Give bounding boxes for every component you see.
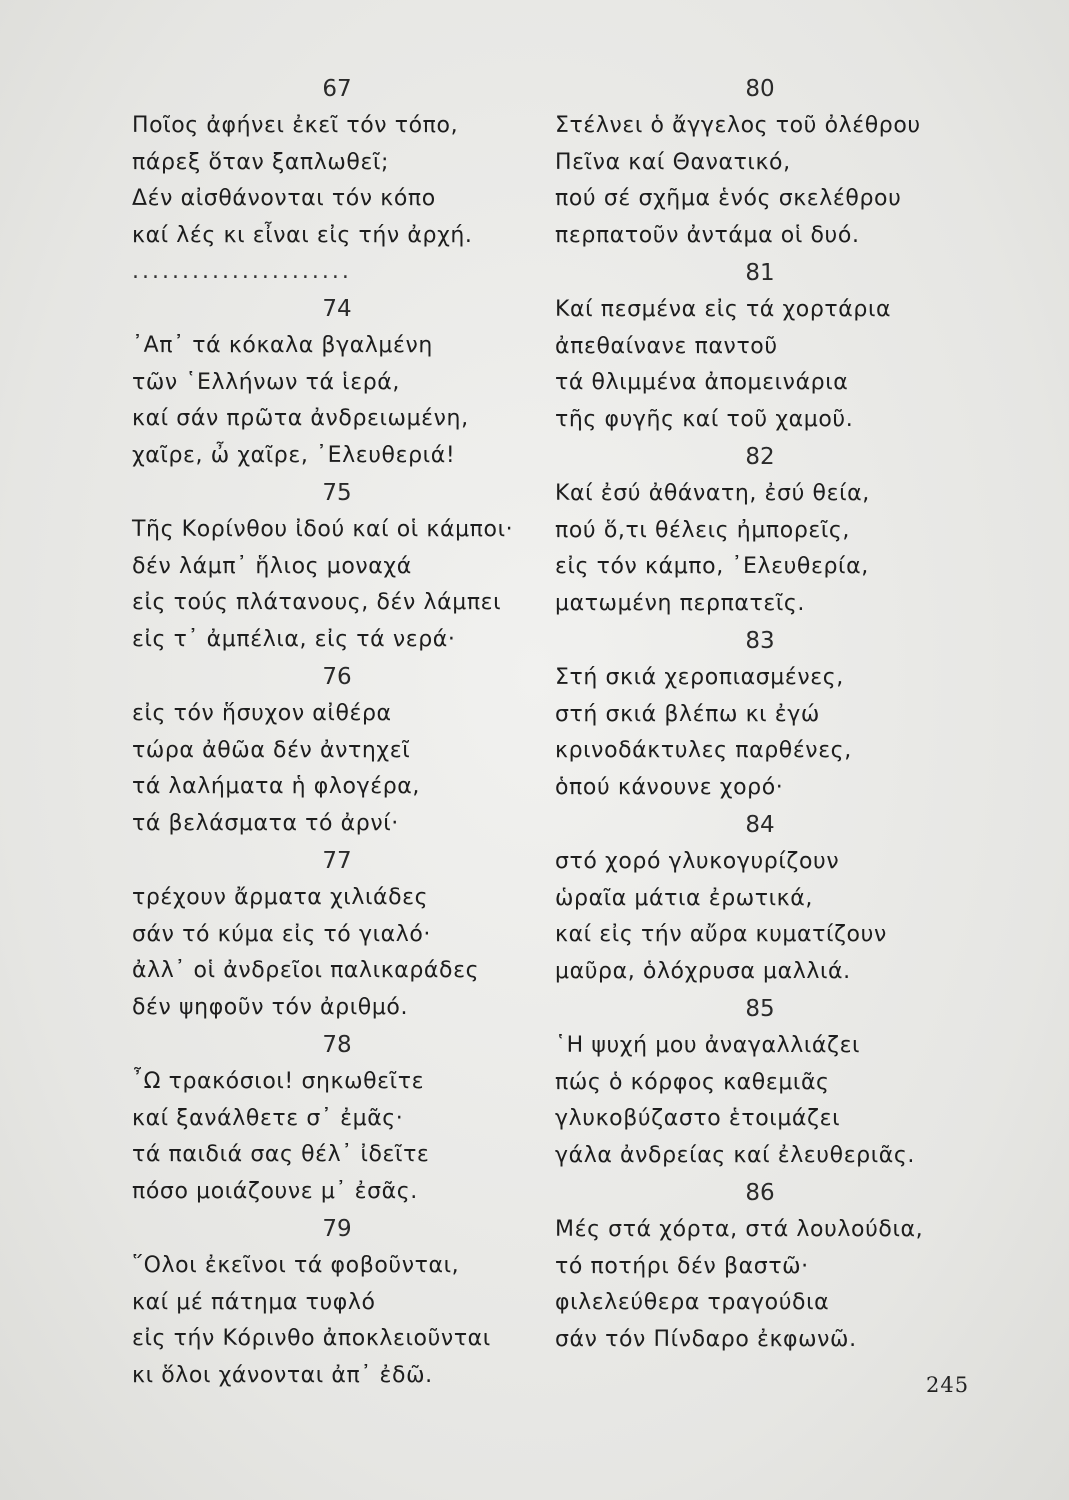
left-column <box>132 70 542 1394</box>
verse-line: δέν ψηφοῦν τόν ἀριθμό. <box>132 994 409 1020</box>
verse-line: σάν τό κύμα εἰς τό γιαλό· <box>132 921 431 947</box>
verse-line: πού σέ σχῆμα ἑνός σκελέθρου <box>555 186 902 211</box>
verse-line: εἰς τόν κάμπο, ᾿Ελευθερία, <box>555 554 869 579</box>
omission-dots: ...................... <box>132 259 352 284</box>
verse-line: εἰς τήν Κόρινθο ἀποκλειοῦνται <box>132 1326 491 1351</box>
verse-line: περπατοῦν ἀντάμα οἱ δυό. <box>555 222 860 248</box>
stanza-number: 84 <box>745 812 775 838</box>
verse-line: τά λαλήματα ἡ φλογέρα, <box>132 774 420 799</box>
verse-line: ἀπεθαίνανε παντοῦ <box>555 333 778 359</box>
verse-line: καί μέ πάτημα τυφλό <box>132 1289 376 1315</box>
verse-line: κι ὅλοι χάνονται ἀπ᾿ ἐδῶ. <box>132 1362 433 1388</box>
stanza-number: 77 <box>322 848 352 874</box>
verse-line: Τῆς Κορίνθου ἰδού καί οἱ κάμποι· <box>132 517 514 542</box>
verse-line: Ποῖος ἀφήνει ἐκεῖ τόν τόπο, <box>132 113 459 138</box>
verse-line: τῶν ῾Ελλήνων τά ἱερά, <box>132 369 400 395</box>
stanza-number: 80 <box>745 76 775 102</box>
verse-line: τά παιδιά σας θέλ᾿ ἰδεῖτε <box>132 1142 430 1167</box>
verse-line: τά θλιμμένα ἀπομεινάρια <box>555 370 849 395</box>
verse-line: ματωμένη περπατεῖς. <box>555 590 806 616</box>
stanza-74 <box>132 290 542 474</box>
stanza-79 <box>132 1210 542 1394</box>
verse-line: ῾Η ψυχή μου ἀναγαλλιάζει <box>555 1033 861 1058</box>
verse-line: Στέλνει ὁ ἄγγελος τοῦ ὀλέθρου <box>555 113 921 138</box>
verse-line: εἰς τόν ἥσυχον αἰθέρα <box>132 701 392 726</box>
stanza-75 <box>132 474 542 658</box>
stanza-78 <box>132 1026 542 1210</box>
verse-line: πού ὅ,τι θέλεις ἠμπορεῖς, <box>555 517 851 543</box>
stanza-number: 81 <box>745 260 775 286</box>
verse-line: τά βελάσματα τό ἀρνί· <box>132 810 399 836</box>
verse-line: εἰς τ᾿ ἀμπέλια, εἰς τά νερά· <box>132 626 456 652</box>
verse-line: Καί ἐσύ ἀθάνατη, ἐσύ θεία, <box>555 481 870 506</box>
stanza-82 <box>555 438 975 622</box>
stanza-number: 78 <box>322 1032 352 1058</box>
stanza-number: 76 <box>322 664 352 690</box>
verse-line: εἰς τούς πλάτανους, δέν λάμπει <box>132 590 502 615</box>
verse-line: Καί πεσμένα εἰς τά χορτάρια <box>555 297 892 322</box>
stanza-number: 75 <box>322 480 352 506</box>
stanza-86 <box>555 1174 975 1358</box>
stanza-67 <box>132 70 542 254</box>
verse-line: γάλα ἀνδρείας καί ἐλευθεριᾶς. <box>555 1142 916 1168</box>
verse-line: Πεῖνα καί Θανατικό, <box>555 149 791 175</box>
verse-line: ᾿Απ᾿ τά κόκαλα βγαλμένη <box>132 333 433 358</box>
verse-line: στό χορό γλυκογυρίζουν <box>555 849 840 874</box>
verse-line: γλυκοβύζαστο ἑτοιμάζει <box>555 1106 841 1131</box>
verse-line: καί εἰς τήν αὔρα κυματίζουν <box>555 922 887 947</box>
stanza-number: 82 <box>745 444 775 470</box>
verse-line: τῆς φυγῆς καί τοῦ χαμοῦ. <box>555 406 854 432</box>
verse-line: Στή σκιά χεροπιασμένες, <box>555 665 844 690</box>
verse-line: πόσο μοιάζουνε μ᾿ ἐσᾶς. <box>132 1178 418 1204</box>
verse-line: πώς ὁ κόρφος καθεμιᾶς <box>555 1069 830 1095</box>
verse-line: ἀλλ᾿ οἱ ἀνδρεῖοι παλικαράδες <box>132 958 480 983</box>
stanza-81 <box>555 254 975 438</box>
stanza-number: 74 <box>322 296 352 322</box>
stanza-77 <box>132 842 542 1026</box>
verse-line: τό ποτήρι δέν βαστῶ· <box>555 1253 809 1279</box>
stanza-83 <box>555 622 975 806</box>
stanza-76 <box>132 658 542 842</box>
verse-line: στή σκιά βλέπω κι ἐγώ <box>555 701 820 727</box>
verse-line: ὁπού κάνουνε χορό· <box>555 774 784 800</box>
verse-line: μαῦρα, ὁλόχρυσα μαλλιά. <box>555 958 851 984</box>
verse-line: Μές στά χόρτα, στά λουλούδια, <box>555 1217 924 1242</box>
verse-line: πάρεξ ὅταν ξαπλωθεῖ; <box>132 149 390 175</box>
verse-line: χαῖρε, ὦ χαῖρε, ᾿Ελευθεριά! <box>132 442 456 468</box>
stanza-number: 67 <box>322 76 352 102</box>
right-column <box>555 70 975 1358</box>
stanza-84 <box>555 806 975 990</box>
verse-line: Δέν αἰσθάνονται τόν κόπο <box>132 186 436 211</box>
verse-line: τρέχουν ἄρματα χιλιάδες <box>132 885 429 910</box>
verse-line: καί ξανάλθετε σ᾿ ἐμᾶς· <box>132 1105 404 1131</box>
verse-line: καί λές κι εἶναι εἰς τήν ἀρχή. <box>132 222 473 248</box>
verse-line: ὡραῖα μάτια ἐρωτικά, <box>555 885 813 911</box>
verse-line: ῏Ω τρακόσιοι! σηκωθεῖτε <box>132 1069 425 1094</box>
stanza-number: 85 <box>745 996 775 1022</box>
stanza-number: 83 <box>745 628 775 654</box>
verse-line: κρινοδάκτυλες παρθένες, <box>555 738 852 763</box>
verse-line: τώρα ἀθῶα δέν ἀντηχεῖ <box>132 737 411 763</box>
verse-line: φιλελεύθερα τραγούδια <box>555 1290 830 1315</box>
page-number: 245 <box>926 1373 970 1397</box>
verse-line: δέν λάμπ᾿ ἥλιος μοναχά <box>132 553 412 579</box>
stanza-number: 86 <box>745 1180 775 1206</box>
stanza-85 <box>555 990 975 1174</box>
stanza-number: 79 <box>322 1216 352 1242</box>
verse-line: σάν τόν Πίνδαρο ἐκφωνῶ. <box>555 1326 857 1352</box>
verse-line: καί σάν πρῶτα ἀνδρειωμένη, <box>132 406 469 431</box>
stanza-80 <box>555 70 975 254</box>
verse-line: ῞Ολοι ἐκεῖνοι τά φοβοῦνται, <box>132 1253 460 1278</box>
